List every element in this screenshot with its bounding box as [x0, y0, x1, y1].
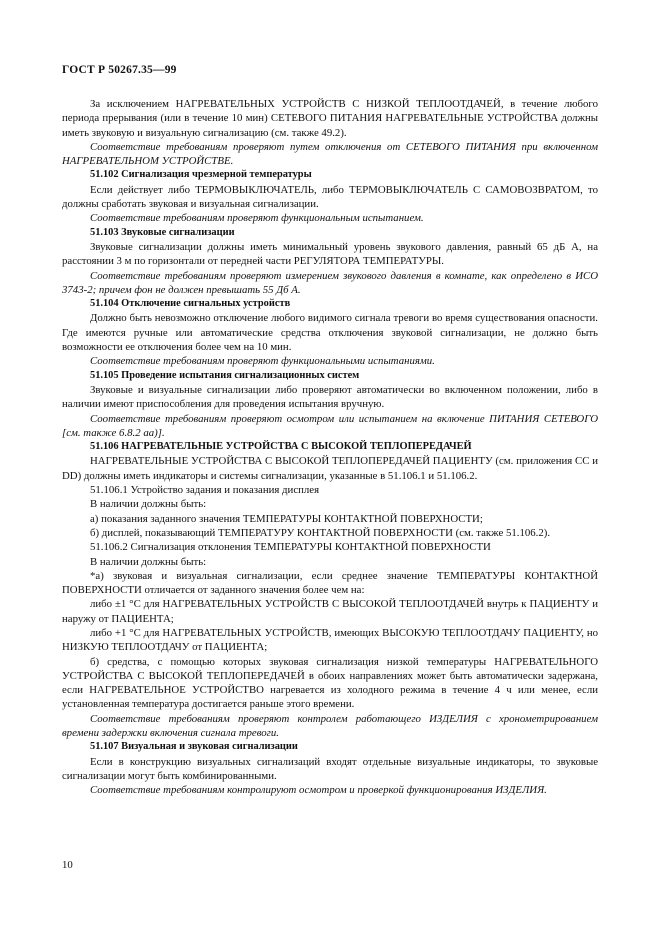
page-number: 10	[62, 859, 73, 871]
body-paragraph: Если в конструкцию визуальных сигнализаций входят отдельные визуальные индикаторы, то звуковые сигнализации могут быть комбинированными.	[62, 755, 598, 782]
body-paragraph: *а) звуковая и визуальная сигнализации, если среднее значение ТЕМПЕРАТУРЫ КОНТАКТНОЙ ПОВЕРХНОСТИ отличается от заданного значения более чем на:	[62, 569, 598, 597]
compliance-note: Соответствие требованиям проверяют осмотром или испытанием на включение ПИТАНИЯ СЕТЕВОГО [см. также 6.8.2 аа)].	[62, 412, 598, 439]
body-paragraph: За исключением НАГРЕВАТЕЛЬНЫХ УСТРОЙСТВ С НИЗКОЙ ТЕПЛООТДАЧЕЙ, в течение любого периода прерывания (или в течение 10 мин) СЕТЕВОГО ПИТАНИЯ НАГРЕВАТЕЛЬНЫЕ УСТРОЙСТВА должны иметь звуковую и визуальную сигнализацию (см. также 49.2).	[62, 98, 598, 139]
body-paragraph: Должно быть невозможно отключение любого видимого сигнала тревоги во время существования опасности. Где имеются ручные или автоматические средства отключения звуковой сигнализации, не должно быть возможности ее отключения более чем на 10 мин.	[62, 312, 598, 354]
body-paragraph: 51.106.2 Сигнализация отклонения ТЕМПЕРАТУРЫ КОНТАКТНОЙ ПОВЕРХНОСТИ	[90, 541, 491, 554]
body-paragraph: либо +1 °С для НАГРЕВАТЕЛЬНЫХ УСТРОЙСТВ, имеющих ВЫСОКУЮ ТЕПЛООТДАЧУ ПАЦИЕНТУ, но НИЗКУЮ ТЕПЛООТДАЧУ от ПАЦИЕНТА;	[62, 626, 598, 654]
body-paragraph: НАГРЕВАТЕЛЬНЫЕ УСТРОЙСТВА С ВЫСОКОЙ ТЕПЛОПЕРЕДАЧЕЙ ПАЦИЕНТУ (см. приложения СС и DD) должны иметь индикаторы и системы сигнализации, указанные в 51.106.1 и 51.106.2.	[62, 455, 598, 482]
document-header: ГОСТ Р 50267.35—99	[62, 64, 177, 76]
compliance-note: Соответствие требованиям проверяют функциональными испытаниями.	[90, 355, 435, 368]
document-body	[62, 97, 598, 798]
body-paragraph: В наличии должны быть:	[90, 498, 207, 511]
section-heading: 51.104 Отключение сигнальных устройств	[90, 298, 291, 310]
body-paragraph: а) показания заданного значения ТЕМПЕРАТУРЫ КОНТАКТНОЙ ПОВЕРХНОСТИ;	[90, 512, 483, 525]
section-heading: 51.107 Визуальная и звуковая сигнализации	[90, 741, 298, 753]
compliance-note: Соответствие требованиям проверяют функциональным испытанием.	[90, 212, 424, 225]
body-paragraph: Звуковые сигнализации должны иметь минимальный уровень звукового давления, равный 65 дБ А, на расстоянии 3 м по горизонтали от передней части РЕГУЛЯТОРА ТЕМПЕРАТУРЫ.	[62, 240, 598, 268]
body-paragraph: б) средства, с помощью которых звуковая сигнализация низкой температуры НАГРЕВАТЕЛЬНОГО УСТРОЙСТВА С ВЫСОКОЙ ТЕПЛОПЕРЕДАЧЕЙ в обоих направлениях может быть автоматически задержана, если НАГРЕВАТЕЛЬНОЕ УСТРОЙСТВО нагревается из холодного режима в течение 4 ч или менее, если установленная температура достигается раньше этого времени.	[62, 655, 598, 711]
body-paragraph: Звуковые и визуальные сигнализации либо проверяют автоматически во включенном положении, либо в наличии имеют приспособления для проведения испытания вручную.	[62, 383, 598, 411]
body-paragraph: б) дисплей, показывающий ТЕМПЕРАТУРУ КОНТАКТНОЙ ПОВЕРХНОСТИ (см. также 51.106.2).	[90, 526, 551, 539]
body-paragraph: В наличии должны быть:	[90, 555, 207, 568]
section-heading: 51.105 Проведение испытания сигнализационных систем	[90, 369, 360, 381]
compliance-note: Соответствие требованиям проверяют путем отключения от СЕТЕВОГО ПИТАНИЯ при включенном НАГРЕВАТЕЛЬНОМ УСТРОЙСТВЕ.	[62, 140, 598, 168]
body-paragraph: 51.106.1 Устройство задания и показания дисплея	[90, 484, 320, 497]
compliance-note: Соответствие требованиям контролируют осмотром и проверкой функционирования ИЗДЕЛИЯ.	[90, 784, 547, 797]
section-heading: 51.102 Сигнализация чрезмерной температуры	[90, 169, 312, 181]
compliance-note: Соответствие требованиям проверяют контролем работающего ИЗДЕЛИЯ с хронометрированием времени задержки включения сигнала тревоги.	[62, 712, 598, 740]
body-paragraph: Если действует либо ТЕРМОВЫКЛЮЧАТЕЛЬ, либо ТЕРМОВЫКЛЮЧАТЕЛЬ С САМОВОЗВРАТОМ, то должны сработать звуковая и визуальная сигнализации.	[62, 183, 598, 211]
body-paragraph: либо ±1 °С для НАГРЕВАТЕЛЬНЫХ УСТРОЙСТВ С ВЫСОКОЙ ТЕПЛООТДАЧЕЙ внутрь к ПАЦИЕНТУ и наружу от ПАЦИЕНТА;	[62, 598, 598, 625]
section-heading: 51.103 Звуковые сигнализации	[90, 226, 235, 238]
section-heading: 51.106 НАГРЕВАТЕЛЬНЫЕ УСТРОЙСТВА С ВЫСОКОЙ ТЕПЛОПЕРЕДАЧЕЙ	[90, 441, 472, 453]
compliance-note: Соответствие требованиям проверяют измерением звукового давления в комнате, как определено в ИСО 3743-2; причем фон не должен превышать 55 Дб А.	[62, 269, 598, 296]
